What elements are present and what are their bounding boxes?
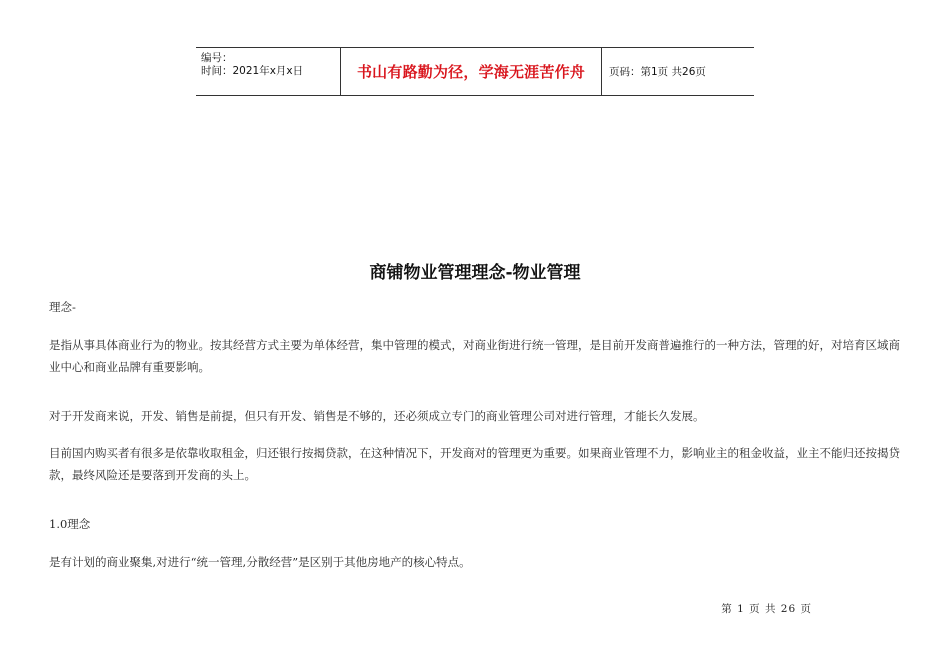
page-footer: 第 1 页 共 26 页: [721, 603, 812, 615]
number-label: 编号：: [201, 52, 233, 64]
paragraph-risk: 目前国内购买者有很多是依靠收取租金，归还银行按揭贷款，在这种情况下，开发商对的管理更为重要。如果商业管理不力，影响业主的租金收益，业主不能归还按揭贷款，最终风险还是要落到开发商的头上。: [49, 446, 900, 482]
header-meta: [196, 48, 340, 95]
time-label: 时间：2021年x月x日: [201, 65, 304, 77]
paragraph-concept-label: 理念-: [49, 300, 76, 314]
page-info-text: 页码：第1页 共26页: [609, 66, 706, 78]
section-heading-concept: 1.0理念: [49, 517, 91, 531]
paragraph-developer: 对于开发商来说，开发、销售是前提，但只有开发、销售是不够的，还必须成立专门的商业管理公司对进行管理，才能长久发展。: [49, 409, 705, 423]
motto-text: 书山有路勤为径，学海无涯苦作舟: [356, 63, 585, 81]
header-page-info: [602, 48, 754, 95]
page-header: [196, 47, 754, 96]
paragraph-definition: 是指从事具体商业行为的物业。按其经营方式主要为单体经营，集中管理的模式，对商业街进行统一管理，是目前开发商普遍推行的一种方法，管理的好，对培育区域商业中心和商业品牌有重要影响。: [49, 338, 900, 374]
paragraph-core-feature: 是有计划的商业聚集,对进行“统一管理,分散经营”是区别于其他房地产的核心特点。: [49, 555, 471, 569]
document-title: 商铺物业管理理念-物业管理: [369, 263, 581, 283]
header-motto-cell: [340, 48, 602, 95]
